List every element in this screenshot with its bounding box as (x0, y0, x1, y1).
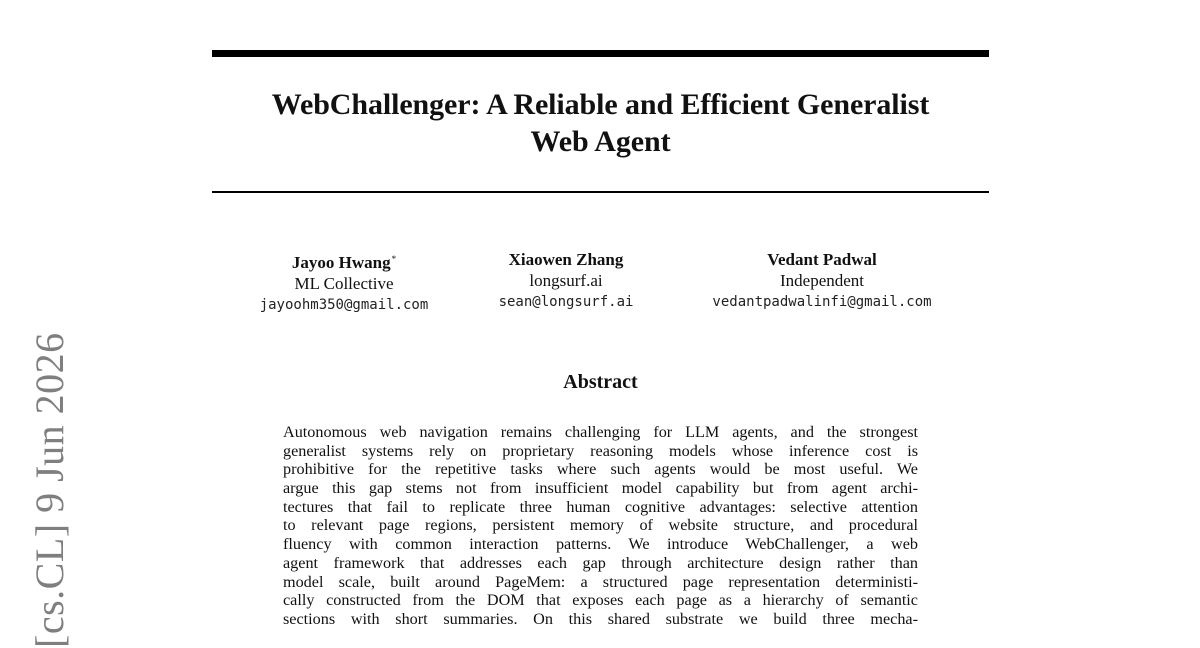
abstract-line: agent framework that addresses each gap through architecture design rather than (283, 553, 918, 572)
arxiv-side-stamp: [cs.CL] 9 Jun 2026 (27, 332, 72, 648)
author-affiliation: ML Collective (294, 274, 394, 293)
title-top-rule (212, 50, 989, 57)
author-block-3 (686, 249, 958, 313)
abstract-line: to relevant page regions, persistent memory of website structure, and procedural (283, 516, 918, 535)
author-name: Xiaowen Zhang (508, 250, 624, 269)
author-footnote-mark: * (391, 254, 397, 264)
author-affiliation: longsurf.ai (529, 271, 603, 290)
author-block-2 (480, 249, 652, 313)
abstract-line: argue this gap stems not from insufficient model capability but from agent archi- (283, 479, 918, 498)
author-name: Jayoo Hwang* (291, 253, 397, 272)
abstract-line: fluency with common interaction patterns. We introduce WebChallenger, a web (283, 535, 918, 554)
abstract-line: generalist systems rely on proprietary reasoning models whose inference cost is (283, 441, 918, 460)
author-block-1 (244, 249, 444, 316)
abstract-body (283, 423, 918, 629)
author-email: vedantpadwalinfi@gmail.com (712, 294, 932, 310)
abstract-line: model scale, built around PageMem: a structured page representation deterministi- (283, 572, 918, 591)
abstract-line: cally constructed from the DOM that exposes each page as a hierarchy of semantic (283, 591, 918, 610)
author-email: sean@longsurf.ai (498, 294, 634, 310)
title-line-1: WebChallenger: A Reliable and Efficient Generalist (271, 88, 930, 121)
author-name: Vedant Padwal (767, 250, 877, 269)
abstract-line: Autonomous web navigation remains challenging for LLM agents, and the strongest (283, 423, 918, 441)
title-bottom-rule (212, 191, 989, 193)
title-line-2: Web Agent (530, 125, 671, 158)
abstract-line: tectures that fail to replicate three human cognitive advantages: selective attention (283, 497, 918, 516)
abstract-heading: Abstract (563, 371, 638, 393)
abstract-line: prohibitive for the repetitive tasks where such agents would be most useful. We (283, 460, 918, 479)
paper-title (212, 86, 989, 160)
abstract-line: sections with short summaries. On this shared substrate we build three mecha- (283, 609, 918, 628)
author-email: jayoohm350@gmail.com (259, 297, 429, 313)
author-affiliation: Independent (779, 271, 865, 290)
